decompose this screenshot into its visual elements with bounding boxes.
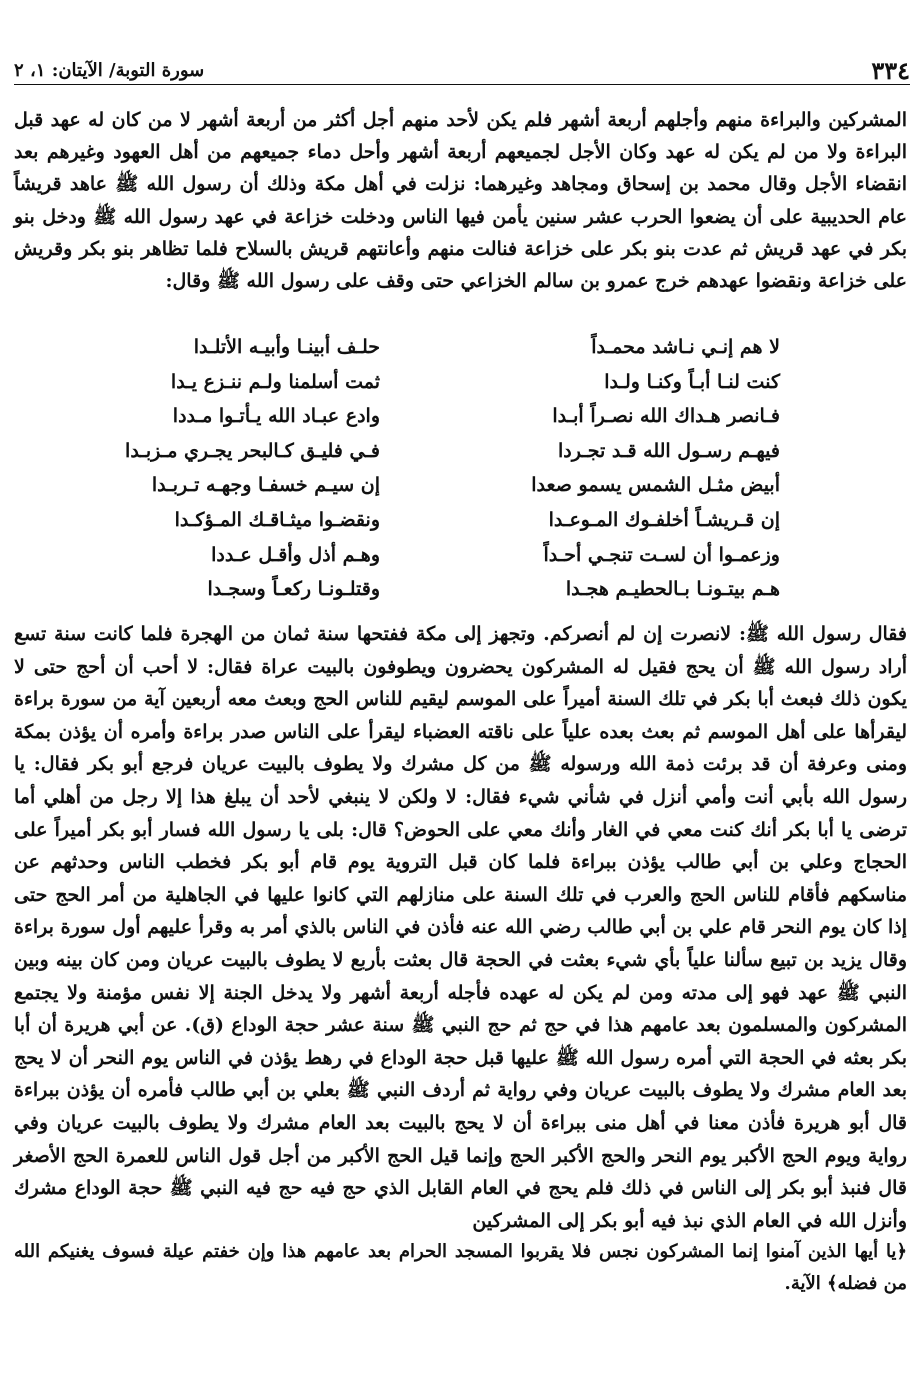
poem-verse <box>40 468 780 503</box>
running-title: سورة التوبة/ الآيتان: ١، ٢ <box>14 60 205 81</box>
intro-paragraph: المشركين والبراءة منهم وأجلهم أربعة أشهر فلم يكن لأحد منهم أجل أكثر من أربعة أشهر لا من كان له عهد قبل البراءة ولا من لم يكن له عهد وكان الأجل لجميعهم أربعة أشهر وأحل دماء جميعهم من أهل العهود وغيرهم بعد انقضاء الأجل وقال محمد بن إسحاق ومجاهد وغيرهما: نزلت في أهل مكة وذلك أن رسول الله ﷺ عاهد قريشاً عام الحديبية على أن يضعوا الحرب عشر سنين يأمن فيها الناس ودخلت خزاعة في عهد رسول الله ﷺ ودخل بنو بكر في عهد قريش ثم عدت بنو بكر على خزاعة فنالت منهم وأعانتهم قريش بالسلاح فلما تظاهر بنو بكر وقريش على خزاعة ونقضوا عهدهم خرج عمرو بن سالم الخزاعي حتى وقف على رسول الله ﷺ وقال: <box>14 109 907 293</box>
verse-first-half: أبيض مثـل الشمس يسمو صعدا <box>531 474 780 497</box>
poem-verse <box>40 538 780 573</box>
poem-verse <box>40 434 780 469</box>
verse-second-half: وقتلـونـا ركعـاً وسجـدا <box>207 578 380 601</box>
verse-second-half: فـي فليـق كـالبحر يجـري مـزبـدا <box>125 439 380 462</box>
verse-second-half: ثمت أسلمنا ولـم ننـزع يـدا <box>170 370 380 393</box>
verse-second-half: حلـف أبينـا وأبيـه الأتلـدا <box>193 336 380 358</box>
poem-verse <box>40 572 780 607</box>
page-number: ٣٣٤ <box>871 56 910 85</box>
verse-second-half: ونقضـوا ميثـاقـك المـؤكـدا <box>174 508 380 531</box>
poem-verse <box>40 399 780 434</box>
verse-first-half: هـم بيتـونـا بـالحطيـم هجـدا <box>565 578 780 601</box>
header-rule <box>14 84 910 85</box>
verse-first-half: لا هم إنـي نـاشد محمـداً <box>591 336 780 358</box>
poem-verse <box>40 330 780 365</box>
poem-verse <box>40 365 780 400</box>
verse-first-half: فيهـم رسـول الله قـد تجـردا <box>557 439 780 462</box>
main-paragraph: فقال رسول الله ﷺ: لانصرت إن لم أنصركم. وتجهز إلى مكة ففتحها سنة ثمان من الهجرة فلما كانت سنة تسع أراد رسول الله ﷺ أن يحج فقيل له المشركون يحضرون ويطوفون بالبيت عراة فقال: لا أحب أن أحج حتى لا يكون ذلك فبعث أبا بكر في تلك السنة أميراً على الموسم ليقيم للناس الحج وبعث معه أربعين آية من سورة براءة ليقرأها على أهل الموسم ثم بعث بعده علياً على ناقته العضباء ليقرأ على الناس صدر براءة وأمره أن يؤذن بمكة ومنى وعرفة أن قد برئت ذمة الله ورسوله ﷺ من كل مشرك ولا يطوف بالبيت عريان فرجع أبو بكر فقال: يا رسول الله بأبي أنت وأمي أنزل في شأني شيء فقال: لا ولكن لا ينبغي لأحد أن يبلغ هذا إلا رجل من أهلي أما ترضى يا أبا بكر أنك كنت معي في الغار وأنك معي على الحوض؟ قال: بلى يا رسول الله فسار أبو بكر أميراً على الحجاج وعلي بن أبي طالب يؤذن ببراءة فلما كان قبل التروية يوم قام أبو بكر فخطب الناس وحدثهم عن مناسكهم فأقام للناس الحج والعرب في تلك السنة على منازلهم التي كانوا عليها في الجاهلية من أمر الحج حتى إذا كان يوم النحر قام علي بن أبي طالب رضي الله عنه فأذن في الناس بالذي أمر به وقرأ عليهم أول سورة براءة وقال يزيد بن تبيع سألنا علياً بأي شيء بعثت في الحجة قال بعثت بأربع لا يطوف بالبيت عريان ومن كان بينه وبين النبي ﷺ عهد فهو إلى مدته ومن لم يكن له عهده فأجله أربعة أشهر ولا يدخل الجنة إلا نفس مؤمنة ولا يجتمع المشركون والمسلمون بعد عامهم هذا في حج ثم حج النبي ﷺ سنة عشر حجة الوداع (ق). عن أبي هريرة أن أبا بكر بعثه في الحجة التي أمره رسول الله ﷺ عليها قبل حجة الوداع في رهط يؤذن في الناس يوم النحر أن لا يحج بعد العام مشرك ولا يطوف بالبيت عريان وفي رواية ثم أردف النبي ﷺ بعلي بن أبي طالب فأمره أن يؤذن ببراءة قال أبو هريرة فأذن معنا في أهل منى ببراءة أن لا يحج بالبيت بعد العام مشرك ولا يطوف بالبيت عريان وفي رواية ويوم الحج الأكبر يوم النحر والحج الأكبر الحج وإنما قيل الحج الأكبر من أجل قول الناس للعمرة الحج الأصغر قال فنبذ أبو بكر إلى الناس في ذلك فلم يحج في العام القابل الذي حج فيه حج فيه النبي ﷺ حجة الوداع مشرك وأنزل الله في العام الذي نبذ فيه أبو بكر إلى المشركين <box>14 623 907 1232</box>
verse-first-half: إن قـريشـاً أخلفـوك المـوعـدا <box>548 508 780 531</box>
verse-second-half: إن سيـم خسفـا وجهـه تـربـدا <box>151 474 380 497</box>
verse-second-half: وادع عبـاد الله يـأتـوا مـددا <box>172 405 380 428</box>
page-header <box>14 56 910 86</box>
poem-verse <box>40 503 780 538</box>
closing-paragraph: ﴿يا أيها الذين آمنوا إنما المشركون نجس فلا يقربوا المسجد الحرام بعد عامهم هذا وإن خفتم عيلة فسوف يغنيكم الله من فضله﴾ الآية. <box>14 1241 907 1294</box>
verse-second-half: وهـم أذل وأقـل عـددا <box>211 543 380 566</box>
verse-first-half: فـانصر هـداك الله نصـراً أبـدا <box>552 405 780 428</box>
verse-first-half: وزعمـوا أن لسـت تنجـي أحـداً <box>543 543 780 566</box>
poem <box>40 330 780 607</box>
verse-first-half: كنت لنـا أبـاً وكنـا ولـدا <box>604 370 780 393</box>
